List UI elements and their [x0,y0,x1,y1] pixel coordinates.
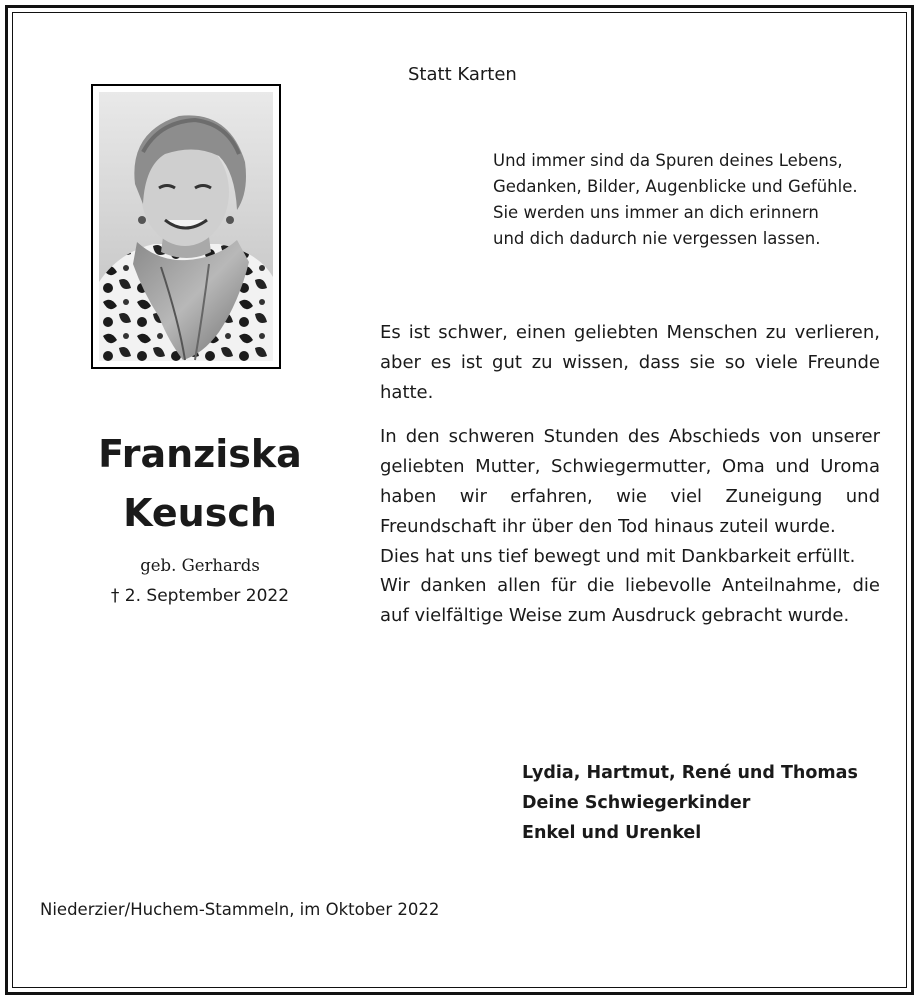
body-paragraph: In den schweren Stunden des Abschieds von unserer geliebten Mutter, Schwiegermutter, Oma und Uroma haben wir erfahren, wie viel Zuneigung und Freundschaft ihr über den Tod hinaus zuteil wurde. [380,426,880,537]
body-paragraph: Es ist schwer, einen geliebten Menschen zu verlieren, aber es ist gut zu wissen, dass sie so viele Freunde hatte. [380,322,880,403]
poem-line: Gedanken, Bilder, Augenblicke und Gefühle. [493,177,858,196]
signer-line: Enkel und Urenkel [522,823,702,843]
signer-line: Deine Schwiegerkinder [522,793,751,813]
death-date: † 2. September 2022 [110,586,290,606]
portrait-photo [91,84,281,369]
signer-line: Lydia, Hartmut, René und Thomas [522,763,858,783]
body-paragraph: Dies hat uns tief bewegt und mit Dankbarkeit erfüllt. [380,545,856,567]
deceased-first-name: Franziska [98,432,302,476]
thank-you-text [380,318,880,631]
poem-line: Sie werden uns immer an dich erinnern [493,203,819,222]
body-paragraph: Wir danken allen für die liebevolle Anteilnahme, die auf vielfältige Weise zum Ausdruck gebracht wurde. [380,575,880,627]
signers [522,758,858,848]
poem [493,148,858,252]
born-name: geb. Gerhards [140,556,260,575]
poem-line: und dich dadurch nie vergessen lassen. [493,229,821,248]
deceased-last-name: Keusch [123,491,277,535]
place-date: Niederzier/Huchem-Stammeln, im Oktober 2022 [40,900,440,919]
poem-line: Und immer sind da Spuren deines Lebens, [493,151,843,170]
portrait-image [99,92,273,361]
header-statt-karten: Statt Karten [408,64,517,85]
